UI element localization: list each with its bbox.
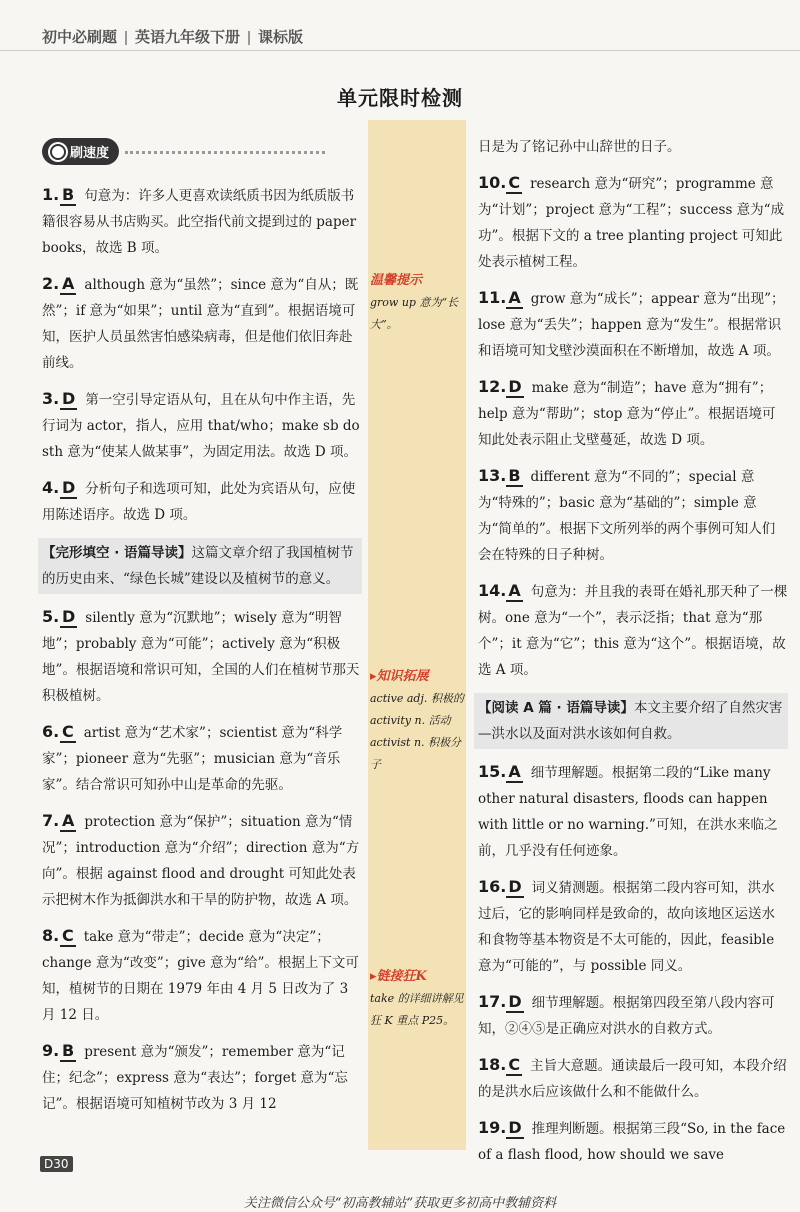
answer-letter: D [62,478,76,497]
answer-letter: B [62,1041,75,1060]
right-column [478,134,788,1178]
answer-item [42,719,362,798]
answer-letter: B [508,466,521,485]
answer-letter: A [508,288,521,307]
explanation-text: 词义猜测题。根据第二段内容可知，洪水过后，它的影响同样是致命的，故向该地区运送水和食物等基本物资是不太可能的，因此，feasible 意为“可能的”，与 possible 同义。 [478,880,775,974]
answer-letter: C [62,722,74,741]
answer-letter: A [62,274,75,293]
explanation-text: 分析句子和选项可知，此处为宾语从句，应使用陈述语序。故选 D 项。 [42,481,356,523]
header-series: 初中必刷题 [42,28,118,46]
answer-item [478,1052,788,1105]
answer-continuation: 日是为了铭记孙中山辞世的日子。 [478,139,681,155]
answer-letter: C [508,173,521,192]
answer-letter: C [62,926,74,945]
explanation-text: 推理判断题。根据第三段“So, in the face of a flash flood, how should we save [478,1121,786,1163]
explanation-text: grow 意为“成长”；appear 意为“出现”；lose 意为“丢失”；happen 意为“发生”。根据常识和语境可知戈壁沙漠面积在不断增加，故选 A 项。 [478,291,785,359]
tip-body: grow up 意为“长大”。 [370,296,459,331]
answer-item [478,374,788,453]
answer-item [478,989,788,1042]
guide-text: 这篇文章介绍了我国植树节的历史由来、“绿色长城”建设以及植树节的意义。 [42,545,354,587]
tip-link [370,966,464,1032]
guide-text: 本文主要介绍了自然灾害—洪水以及面对洪水该如何自救。 [478,700,783,742]
answer-item [478,285,788,364]
explanation-text: take 意为“带走”；decide 意为“决定”；change 意为“改变”；give 意为“给”。根据上下文可知，植树节的日期在 1979 年由 4 月 5 日改为了 3 月 12 日。 [42,929,359,1023]
answer-letter: A [62,811,75,830]
passage-guide-cloze [38,538,362,594]
explanation-text: 主旨大意题。通读最后一段可知，本段介绍的是洪水后应该做什么和不能做什么。 [478,1058,787,1100]
explanation-text: 句意为：许多人更喜欢读纸质书因为纸质版书籍很容易从书店购买。此空指代前文提到过的 paper books，故选 B 项。 [42,188,357,256]
question-number: 9. [42,1041,60,1060]
header-divider [125,31,127,45]
question-number: 10. [478,173,507,192]
answer-item [42,808,362,913]
tip-heading: 链接狂K [376,969,427,984]
question-number: 11. [478,288,507,307]
question-number: 17. [478,992,507,1011]
header-rule [0,50,800,51]
running-header [42,26,303,47]
answer-item [42,386,362,465]
answer-item [42,604,362,709]
answer-letter: A [508,762,521,781]
arrow-icon: ▸ [370,669,377,684]
answer-item [42,475,362,528]
answer-letter: D [62,607,76,626]
answer-letter: B [62,185,75,204]
question-number: 1. [42,185,60,204]
answer-item [42,182,362,261]
header-edition: 课标版 [258,28,304,46]
explanation-text: artist 意为“艺术家”；scientist 意为“科学家”；pioneer 意为“先驱”；musician 意为“音乐家”。结合常识可知孙中山是革命的先驱。 [42,725,343,793]
page-title: 单元限时检测 [337,86,463,110]
question-number: 19. [478,1118,507,1137]
tip-heading: 温馨提示 [370,273,423,288]
answer-letter: D [62,389,76,408]
answer-item [42,271,362,376]
question-number: 7. [42,811,60,830]
tip-warm-reminder [370,270,464,336]
answer-letter: D [508,992,522,1011]
explanation-text: 第一空引导定语从句，且在从句中作主语，先行词为 actor，指人，应用 that/who；make sb do sth 意为“使某人做某事”，为固定用法。故选 D 项。 [42,392,360,460]
arrow-icon: ▸ [370,969,377,984]
question-number: 8. [42,926,60,945]
answer-letter: D [508,1118,522,1137]
explanation-text: present 意为“颁发”；remember 意为“记住；纪念”；express 意为“表达”；forget 意为“忘记”。根据语境可知植树节改为 3 月 12 [42,1044,348,1112]
left-column [42,182,362,1127]
question-number: 4. [42,478,60,497]
tip-body: take 的详细讲解见狂 K 重点 P25。 [370,992,464,1027]
explanation-text: research 意为“研究”；programme 意为“计划”；project 意为“工程”；success 意为“成功”。根据下文的 a tree planting project 可知此处表示植树工程。 [478,176,785,270]
answer-item [478,578,788,683]
answer-item [478,759,788,864]
dotted-rule [125,151,325,154]
guide-tag: 【完形填空 · 语篇导读】 [42,545,192,561]
explanation-text: although 意为“虽然”；since 意为“自从；既然”；if 意为“如果”；until 意为“直到”。根据语境可知，医护人员虽然害怕感染病毒，但是他们依旧奔赴前线。 [42,277,359,371]
stopwatch-icon [50,144,66,160]
header-subject: 英语九年级下册 [135,28,241,46]
answer-letter: D [508,877,522,896]
answer-item [478,1115,788,1168]
explanation-text: 句意为：并且我的表哥在婚礼那天种了一棵树。one 意为“一个”，表示泛指；that 意为“那个”；it 意为“它”；this 意为“这个”。根据语境，故选 A 项。 [478,584,788,678]
tip-knowledge-expansion [370,666,464,776]
question-number: 5. [42,607,60,626]
explanation-text: make 意为“制造”；have 意为“拥有”；help 意为“帮助”；stop 意为“停止”。根据语境可知此处表示阻止戈壁蔓延，故选 D 项。 [478,380,776,448]
question-number: 12. [478,377,507,396]
explanation-text: silently 意为“沉默地”；wisely 意为“明智地”；probably 意为“可能”；actively 意为“积极地”。根据语境和常识可知，全国的人们在植树节那天积极植树。 [42,610,360,704]
answer-item [478,874,788,979]
guide-tag: 【阅读 A 篇 · 语篇导读】 [478,700,634,716]
answer-letter: A [508,581,521,600]
section-badge-label: 刷速度 [70,146,110,161]
header-divider [248,31,250,45]
question-number: 18. [478,1055,507,1074]
explanation-text: different 意为“不同的”；special 意为“特殊的”；basic 意为“基础的”；simple 意为“简单的”。根据下文所列举的两个事例可知人们会在特殊的日子种树。 [478,469,776,563]
explanation-text: 细节理解题。根据第二段的“Like many other natural disasters, floods can happen with little or no warning.”可知，在洪水来临之前，几乎没有任何迹象。 [478,765,778,859]
answer-item [478,170,788,275]
answer-item [42,1038,362,1117]
page-number: D30 [40,1156,73,1172]
passage-guide-reading-a [474,693,788,749]
footer-note: 关注微信公众号“初高教辅站”获取更多初高中教辅资料 [243,1196,557,1211]
tip-heading: 知识拓展 [376,669,429,684]
explanation-text: 细节理解题。根据第四段至第八段内容可知，②④⑤是正确应对洪水的自救方式。 [478,995,775,1037]
question-number: 6. [42,722,60,741]
answer-letter: C [508,1055,521,1074]
question-number: 16. [478,877,507,896]
tip-body: active adj. 积极的 activity n. 活动 activist n. 积极分子 [370,692,464,771]
question-number: 3. [42,389,60,408]
section-badge [42,138,325,165]
explanation-text: protection 意为“保护”；situation 意为“情况”；introduction 意为“介绍”；direction 意为“方向”。根据 against flood and drought 可知此处表示把树木作为抵御洪水和干旱的防护物，故选 A 项。 [42,814,360,908]
answer-item [42,923,362,1028]
question-number: 13. [478,466,507,485]
answer-letter: D [508,377,522,396]
question-number: 2. [42,274,60,293]
question-number: 15. [478,762,507,781]
answer-item [478,463,788,568]
question-number: 14. [478,581,507,600]
